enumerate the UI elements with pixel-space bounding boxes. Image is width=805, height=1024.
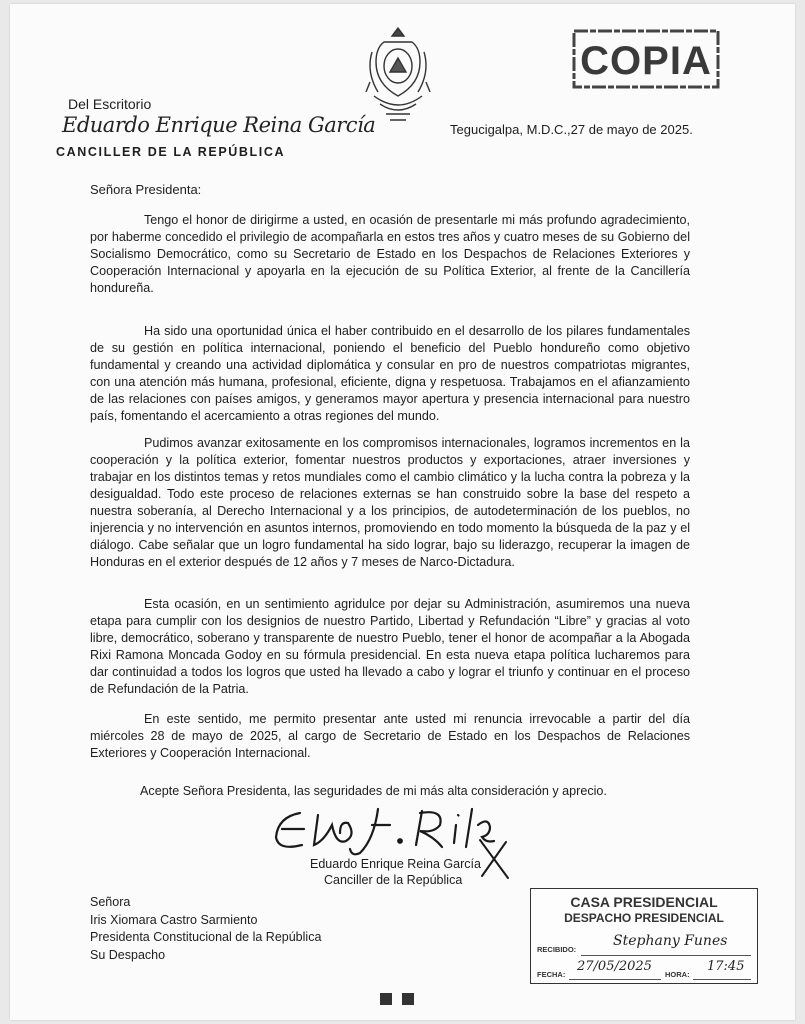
from-name-script: Eduardo Enrique Reina García: [62, 113, 376, 137]
body-paragraph-2: Ha sido una oportunidad única el haber contribuido en el desarrollo de los pilares fundamentales de su gestión en política internacional, poniendo el beneficio del Pueblo hondureño como objetivo fundamental y creando una actividad diplomática y consular en pro de nuestros compatriotas migrantes, con una atención más humana, profesional, eficiente, digna y respetuosa. Trabajamos en el afianzamiento de las relaciones con países amigos, y generamos mayor apertura y presencia internacional para nuestro país, fomentando el acercamiento a otras regiones del mundo.: [90, 324, 690, 423]
time-value: 17:45: [707, 959, 745, 974]
recipient-line-2: Iris Xiomara Castro Sarmiento: [90, 912, 258, 927]
received-label: RECIBIDO:: [537, 945, 577, 954]
recipient-block: [90, 894, 321, 964]
letter-page: [10, 4, 795, 1020]
recipient-line-1: Señora: [90, 895, 131, 909]
closing-line: Acepte Señora Presidenta, las seguridades de mi más alta consideración y aprecio.: [140, 784, 607, 798]
recipient-line-4: Su Despacho: [90, 947, 166, 962]
body-paragraph-3: Pudimos avanzar exitosamente en los compromisos internacionales, logramos incrementos en la cooperación y la política exterior, fomentar nuestros productos y exportaciones, atraer inversiones y trabajar en los distintos temas y retos mundiales como el cambio climático y la lucha contra la pobreza y la desigualdad. Todo este proceso de relaciones externas se han construido sobre la base del respeto a nuestra soberanía, al Derecho Internacional y a los principios, de autodeterminación de los pueblos, no injerencia y no intervención en asuntos internos, promoviendo en todo momento la búsqueda de la paz y el diálogo. Cabe señalar que un logro fundamental ha sido lograr, bajo su liderazgo, recuperar la imagen de Honduras en el exterior después de 12 años y 7 meses de Narco-Dictadura.: [90, 436, 690, 569]
date-label: FECHA:: [537, 970, 566, 979]
copia-stamp-text: COPIA: [580, 39, 712, 83]
body-paragraph-1: Tengo el honor de dirigirme a usted, en ocasión de presentarle mi más profundo agradecimiento, por haberme concedido el privilegio de acompañarla en estos tres años y cuatro meses de su Gobierno del Socialismo Democrático, como su Secretario de Estado en los Despachos de Relaciones Exteriores y Cooperación Internacional y apoyarla en la ejecución de su Política Exterior, al frente de la Cancillería hondureña.: [90, 213, 690, 295]
signer-title: Canciller de la República: [324, 873, 463, 887]
footer-square-icon: [380, 993, 392, 1005]
footer-square-icon: [402, 993, 414, 1005]
copia-stamp: [571, 28, 721, 90]
time-line: [693, 979, 751, 980]
from-title: CANCILLER DE LA REPÚBLICA: [56, 145, 286, 159]
received-by: Stephany Funes: [613, 933, 728, 949]
receipt-stamp: [530, 888, 758, 984]
signer-name: Eduardo Enrique Reina García: [310, 857, 481, 871]
from-label: Del Escritorio: [68, 96, 152, 112]
date-line: [569, 979, 661, 980]
date-value: 27/05/2025: [577, 959, 652, 974]
footer-marks: [380, 992, 424, 1004]
receipt-subtitle: DESPACHO PRESIDENCIAL: [564, 911, 724, 925]
received-line: [581, 955, 751, 956]
recipient-line-3: Presidenta Constitucional de la República: [90, 930, 322, 944]
time-label: HORA:: [665, 970, 690, 979]
body-paragraph-5: En este sentido, me permito presentar ante usted mi renuncia irrevocable a partir del día miércoles 28 de mayo de 2025, al cargo de Secretario de Estado en los Despachos de Relaciones Exteriores y Cooperación Internacional.: [90, 712, 690, 760]
signature-cross-mark: [476, 836, 512, 882]
place-date: Tegucigalpa, M.D.C.,27 de mayo de 2025.: [450, 122, 693, 137]
receipt-title: CASA PRESIDENCIAL: [570, 894, 718, 910]
body-paragraph-4: Esta ocasión, en un sentimiento agridulce por dejar su Administración, asumiremos una nueva etapa para cumplir con los designios de nuestro Partido, Libertad y Refundación “Libre” y gracias al voto libre, democrático, soberano y transparente de nuestro Pueblo, tener el honor de acompañar a la Abogada Rixi Ramona Moncada Godoy en su fórmula presidencial. En esta nueva etapa política lucharemos para dar continuidad a todos los logros que usted ha llevado a cabo y lograr el triunfo y continuar en el proceso de Refundación de la Patria.: [90, 597, 690, 696]
salutation: Señora Presidenta:: [90, 182, 202, 197]
